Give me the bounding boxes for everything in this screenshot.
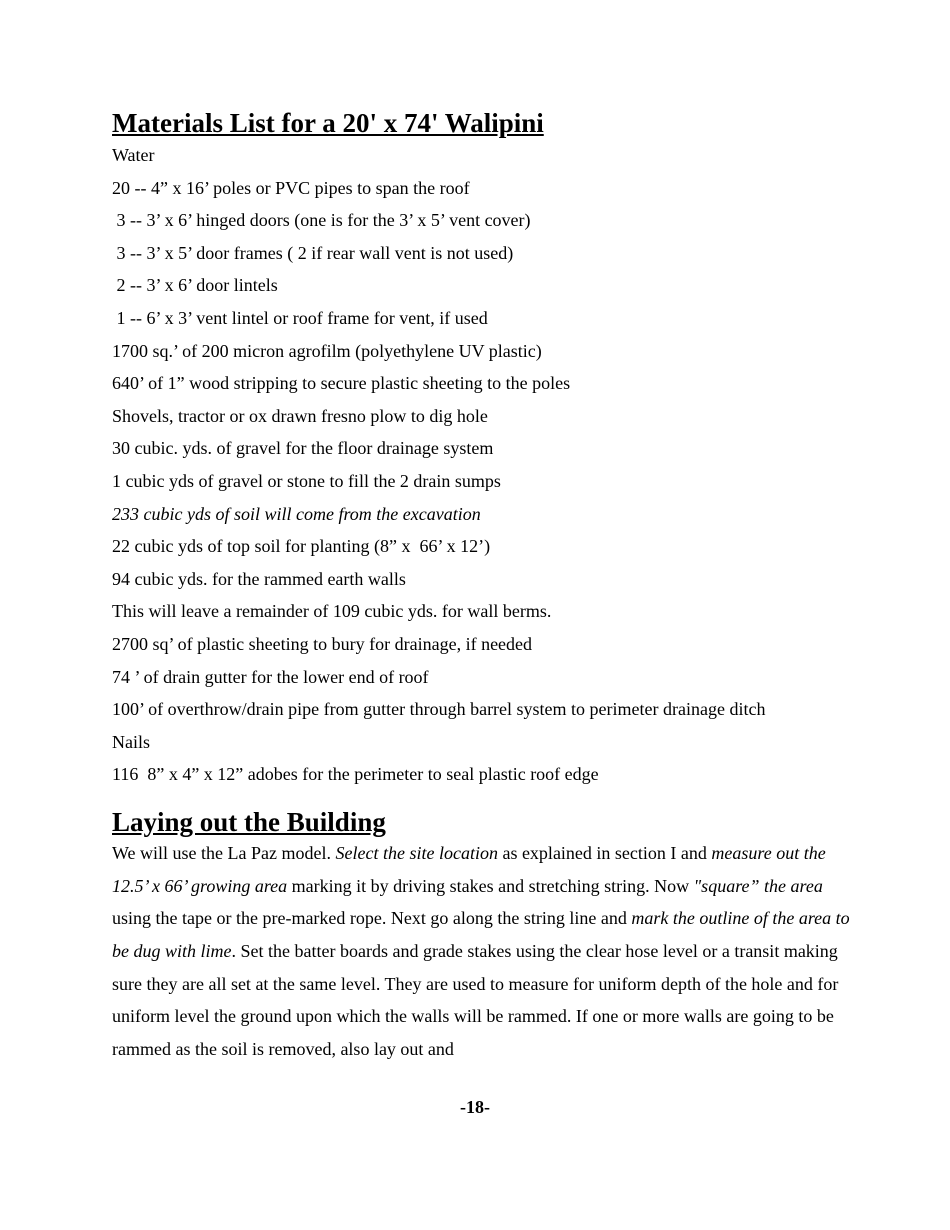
list-item: 74 ’ of drain gutter for the lower end of roof xyxy=(112,666,429,687)
document-page xyxy=(112,108,852,1065)
list-item: This will leave a remainder of 109 cubic yds. for wall berms. xyxy=(112,601,552,622)
list-item: Shovels, tractor or ox drawn fresno plow to dig hole xyxy=(112,405,488,426)
list-item: 22 cubic yds of top soil for planting (8” x 66’ x 12’) xyxy=(112,536,491,557)
list-item: 100’ of overthrow/drain pipe from gutter through barrel system to perimeter drainage ditch xyxy=(112,699,766,720)
paragraph-text: . Set the batter boards and grade stakes using the clear hose level or a transit making sure they are all set at the same level. They are used to measure for uniform depth of the hole and for uniform level the ground upon which the walls will be rammed. If one or more walls are going to be rammed as the soil is removed, also lay out and xyxy=(112,941,839,1059)
laying-out-heading: Laying out the Building xyxy=(112,807,386,838)
list-item: 2 -- 3’ x 6’ door lintels xyxy=(112,275,278,296)
paragraph-text: using the tape or the pre-marked rope. Next go along the string line and xyxy=(112,908,632,929)
paragraph-text: marking it by driving stakes and stretching string. Now xyxy=(287,875,694,896)
list-item: 1 -- 6’ x 3’ vent lintel or roof frame for vent, if used xyxy=(112,307,488,328)
paragraph-text: as explained in section I and xyxy=(497,843,712,864)
paragraph-emphasis: "square” the area xyxy=(693,875,823,896)
page-number: -18- xyxy=(460,1097,490,1117)
list-item: 1700 sq.’ of 200 micron agrofilm (polyethylene UV plastic) xyxy=(112,340,542,361)
paragraph-emphasis: mark the outline of the area to be dug with lime xyxy=(112,908,850,962)
list-item: 640’ of 1” wood stripping to secure plastic sheeting to the poles xyxy=(112,373,571,394)
list-item: Water xyxy=(112,145,155,165)
list-item: 3 -- 3’ x 6’ hinged doors (one is for the 3’ x 5’ vent cover) xyxy=(112,210,531,231)
laying-out-paragraph xyxy=(112,833,852,1065)
list-item: 30 cubic. yds. of gravel for the floor drainage system xyxy=(112,438,494,459)
list-item: 3 -- 3’ x 5’ door frames ( 2 if rear wall vent is not used) xyxy=(112,242,514,263)
materials-list xyxy=(112,134,852,785)
list-item: 94 cubic yds. for the rammed earth walls xyxy=(112,568,406,589)
list-item: 1 cubic yds of gravel or stone to fill the 2 drain sumps xyxy=(112,470,501,491)
list-item: Nails xyxy=(112,731,150,752)
list-item: 20 -- 4” x 16’ poles or PVC pipes to span the roof xyxy=(112,177,470,198)
paragraph-emphasis: Select the site location xyxy=(335,843,498,864)
materials-list-heading: Materials List for a 20' x 74' Walipini xyxy=(112,108,544,138)
paragraph-emphasis: measure out the 12.5’ x 66’ growing area xyxy=(112,843,826,896)
list-item: 116 8” x 4” x 12” adobes for the perimeter to seal plastic roof edge xyxy=(112,764,599,785)
paragraph-text: We will use the La Paz model. xyxy=(112,843,336,864)
list-item: 2700 sq’ of plastic sheeting to bury for drainage, if needed xyxy=(112,633,533,654)
list-item-excavation-note: 233 cubic yds of soil will come from the excavation xyxy=(112,503,481,524)
